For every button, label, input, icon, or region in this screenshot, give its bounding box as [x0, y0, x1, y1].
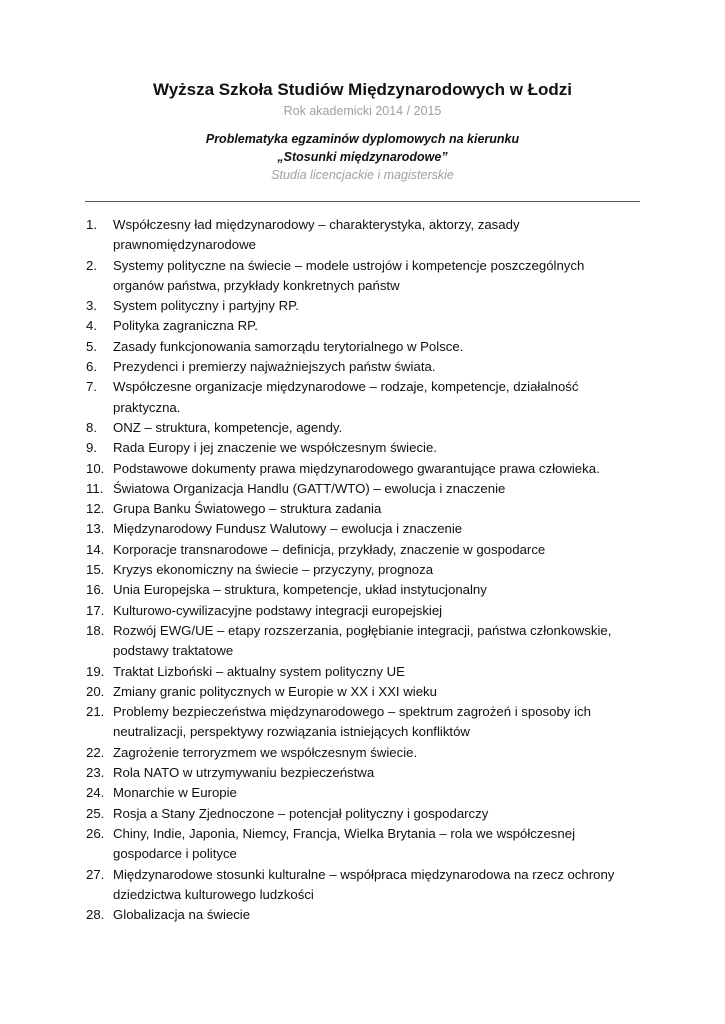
- list-item-number: 22.: [86, 744, 105, 760]
- list-item: [0, 357, 725, 377]
- list-item: [0, 580, 725, 600]
- list-item-text: Rozwój EWG/UE – etapy rozszerzania, pogłębianie integracji, państwa członkowskie,: [113, 622, 612, 638]
- list-item-text: Unia Europejska – struktura, kompetencje, układ instytucjonalny: [113, 582, 487, 598]
- list-item-text: System polityczny i partyjny RP.: [113, 298, 299, 314]
- list-item-text: neutralizacji, perspektywy rozwiązania istniejących konfliktów: [113, 724, 470, 740]
- list-item-number: 19.: [86, 663, 105, 679]
- list-item: [0, 519, 725, 539]
- list-item-text: Traktat Lizboński – aktualny system polityczny UE: [113, 663, 405, 679]
- list-item-text: Rada Europy i jej znaczenie we współczesnym świecie.: [113, 440, 437, 456]
- list-item-number: 10.: [86, 460, 105, 476]
- list-item: [0, 682, 725, 702]
- list-item-text: dziedzictwa kulturowego ludzkości: [113, 886, 314, 902]
- list-item-text: Systemy polityczne na świecie – modele ustrojów i kompetencje poszczególnych: [113, 257, 585, 273]
- document-header: [85, 79, 640, 184]
- list-item-number: 17.: [86, 602, 105, 618]
- list-item-number: 15.: [86, 562, 105, 578]
- list-item-text: Międzynarodowe stosunki kulturalne – współpraca międzynarodowa na rzecz ochrony: [113, 866, 615, 882]
- list-item-number: 2.: [86, 257, 97, 273]
- list-item: [0, 296, 725, 316]
- list-item: [0, 905, 725, 925]
- list-item-text: Rosja a Stany Zjednoczone – potencjał polityczny i gospodarczy: [113, 805, 489, 821]
- list-item-text: Korporacje transnarodowe – definicja, przykłady, znaczenie w gospodarce: [113, 541, 546, 557]
- list-item-number: 6.: [86, 359, 97, 375]
- header-divider: [85, 201, 640, 202]
- topic-list: [0, 215, 725, 925]
- list-item: [0, 256, 725, 297]
- list-item: [0, 601, 725, 621]
- list-item-text: podstawy traktatowe: [113, 643, 234, 659]
- list-item-text: Monarchie w Europie: [113, 785, 237, 801]
- list-item-number: 20.: [86, 683, 105, 699]
- list-item-number: 18.: [86, 622, 105, 638]
- list-item-text: Globalizacja na świecie: [113, 907, 251, 923]
- list-item-number: 28.: [86, 907, 105, 923]
- list-item-text: Kryzys ekonomiczny na świecie – przyczyny, prognoza: [113, 562, 434, 578]
- list-item: [0, 337, 725, 357]
- list-item-number: 24.: [86, 785, 105, 801]
- list-item-number: 5.: [86, 338, 97, 354]
- list-item-text: Współczesny ład międzynarodowy – charakterystyka, aktorzy, zasady: [113, 217, 520, 232]
- list-item: [0, 560, 725, 580]
- page-title: Wyższa Szkoła Studiów Międzynarodowych w Łodzi: [152, 80, 573, 99]
- list-item-text: Zasady funkcjonowania samorządu terytorialnego w Polsce.: [113, 338, 464, 354]
- list-item: [0, 418, 725, 438]
- list-item-text: ONZ – struktura, kompetencje, agendy.: [113, 419, 343, 435]
- list-item-number: 27.: [86, 866, 105, 882]
- list-item-text: organów państwa, przykłady konkretnych państw: [113, 277, 400, 293]
- list-item: [0, 865, 725, 906]
- list-item-number: 4.: [86, 318, 97, 334]
- list-item-number: 9.: [86, 440, 97, 456]
- list-item-text: Chiny, Indie, Japonia, Niemcy, Francja, Wielka Brytania – rola we współczesnej: [113, 825, 575, 841]
- list-item-text: Prezydenci i premierzy najważniejszych państw świata.: [113, 359, 436, 375]
- list-item: [0, 540, 725, 560]
- list-item-number: 13.: [86, 521, 105, 537]
- list-item-number: 21.: [86, 704, 105, 720]
- list-item: [0, 316, 725, 336]
- list-item-text: Podstawowe dokumenty prawa międzynarodowego gwarantujące prawa człowieka.: [113, 460, 600, 476]
- list-item-text: Grupa Banku Światowego – struktura zadania: [113, 501, 382, 517]
- list-item-text: Międzynarodowy Fundusz Walutowy – ewolucja i znaczenie: [113, 521, 463, 537]
- list-item-number: 16.: [86, 582, 105, 598]
- list-item-number: 26.: [86, 825, 105, 841]
- list-item-text: Polityka zagraniczna RP.: [113, 318, 258, 334]
- list-item-text: Problemy bezpieczeństwa międzynarodowego – spektrum zagrożeń i sposoby ich: [113, 704, 591, 720]
- list-item: [0, 621, 725, 662]
- list-item-text: Światowa Organizacja Handlu (GATT/WTO) – ewolucja i znaczenie: [113, 480, 506, 496]
- list-item-number: 3.: [86, 298, 97, 314]
- list-item-text: gospodarce i polityce: [113, 846, 237, 862]
- list-item: [0, 499, 725, 519]
- list-item-text: praktyczna.: [113, 399, 181, 415]
- list-item-number: 8.: [86, 419, 97, 435]
- list-item: [0, 824, 725, 865]
- list-item: [0, 459, 725, 479]
- list-item-text: Kulturowo-cywilizacyjne podstawy integracji europejskiej: [113, 602, 443, 618]
- list-item: [0, 783, 725, 803]
- list-item: [0, 479, 725, 499]
- study-mode: Studia licencjackie i magisterskie: [271, 168, 454, 182]
- list-item-text: Rola NATO w utrzymywaniu bezpieczeństwa: [113, 765, 375, 781]
- list-item: [0, 662, 725, 682]
- list-item: [0, 804, 725, 824]
- list-item-text: Zagrożenie terroryzmem we współczesnym świecie.: [113, 744, 418, 760]
- academic-year: Rok akademicki 2014 / 2015: [283, 104, 442, 118]
- field-of-study: „Stosunki międzynarodowe”: [277, 150, 448, 164]
- list-item-text: prawnomiędzynarodowe: [113, 237, 256, 253]
- list-item-number: 12.: [86, 501, 105, 517]
- list-item: [0, 215, 725, 256]
- list-item-number: 1.: [86, 217, 97, 232]
- list-item-number: 14.: [86, 541, 105, 557]
- list-item: [0, 377, 725, 418]
- list-item-number: 25.: [86, 805, 105, 821]
- list-item-number: 7.: [86, 379, 97, 395]
- list-item-number: 11.: [86, 480, 104, 496]
- list-item-text: Zmiany granic politycznych w Europie w XX i XXI wieku: [113, 683, 437, 699]
- list-item: [0, 438, 725, 458]
- list-item: [0, 743, 725, 763]
- list-item: [0, 702, 725, 743]
- list-item-text: Współczesne organizacje międzynarodowe – rodzaje, kompetencje, działalność: [113, 379, 579, 395]
- exam-topics-heading: Problematyka egzaminów dyplomowych na kierunku: [205, 132, 520, 146]
- list-item-number: 23.: [86, 765, 105, 781]
- list-item: [0, 763, 725, 783]
